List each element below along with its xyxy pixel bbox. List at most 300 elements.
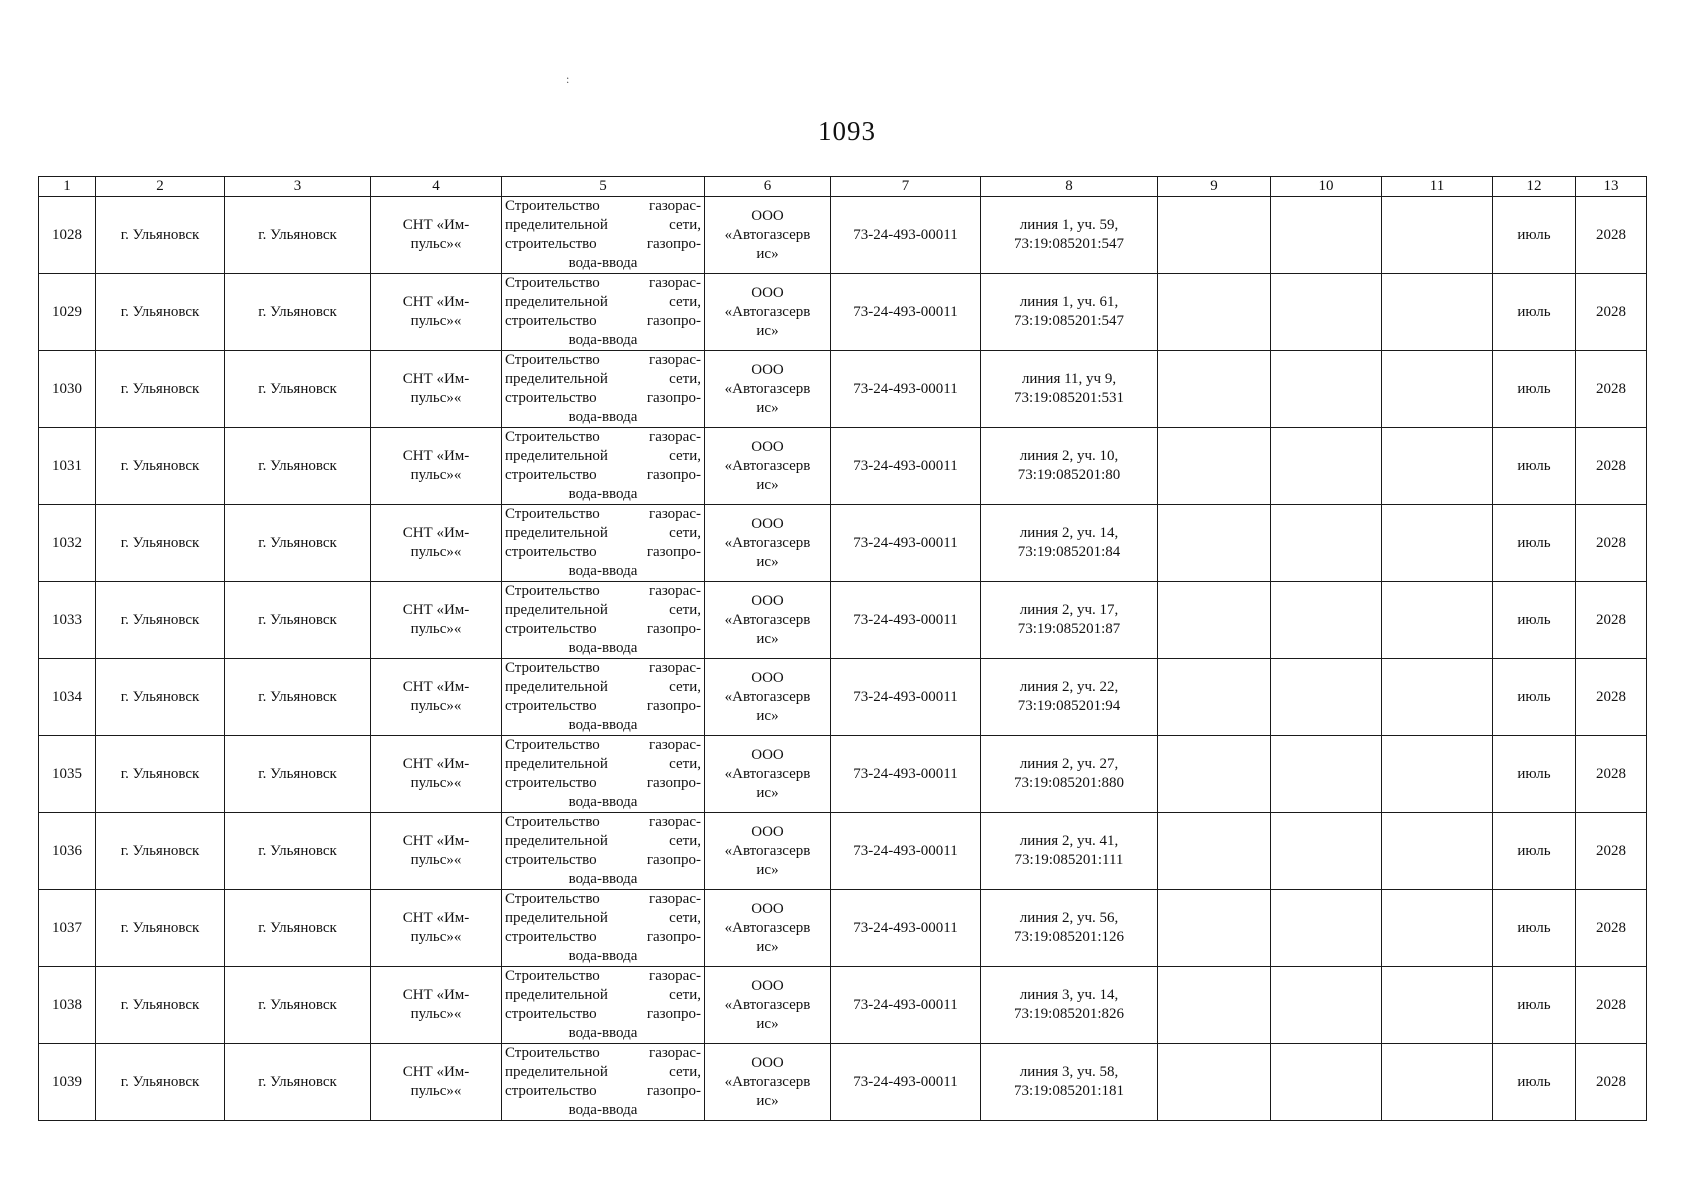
- year-cell: 2028: [1576, 890, 1647, 967]
- work-description-cell: [502, 197, 705, 274]
- row-number-cell: 1029: [39, 274, 96, 351]
- row-number-cell: 1033: [39, 582, 96, 659]
- snt-line: СНТ «Им-: [402, 602, 470, 618]
- snt-line: СНТ «Им-: [402, 679, 470, 695]
- locality-cell: г. Ульяновск: [96, 967, 225, 1044]
- column-11-cell: [1382, 890, 1493, 967]
- address-cell: [981, 659, 1158, 736]
- city-cell: г. Ульяновск: [225, 428, 371, 505]
- org-line: «Автогазсерв: [724, 611, 811, 628]
- year-cell: 2028: [1576, 813, 1647, 890]
- snt-line: СНТ «Им-: [402, 987, 470, 1003]
- org-line: ис»: [756, 322, 779, 339]
- locality-cell: г. Ульяновск: [96, 813, 225, 890]
- work-description-cell: [502, 736, 705, 813]
- snt-cell: [371, 428, 502, 505]
- organization-cell: [705, 967, 831, 1044]
- snt-cell: [371, 197, 502, 274]
- snt-line: СНТ «Им-: [402, 217, 470, 233]
- column-9-cell: [1158, 1044, 1271, 1121]
- column-header: 13: [1576, 177, 1647, 197]
- locality-cell: г. Ульяновск: [96, 1044, 225, 1121]
- work-line: пределительной сети,: [505, 525, 701, 541]
- work-description-cell: [502, 890, 705, 967]
- work-line: Строительство газорас-: [505, 506, 701, 522]
- org-line: «Автогазсерв: [724, 919, 811, 936]
- work-line: Строительство газорас-: [505, 1045, 701, 1061]
- work-line: строительство газопро-: [505, 313, 701, 329]
- snt-cell: [371, 351, 502, 428]
- row-number-cell: 1038: [39, 967, 96, 1044]
- org-line: «Автогазсерв: [724, 303, 811, 320]
- org-line: ООО: [751, 207, 784, 224]
- org-line: «Автогазсерв: [724, 1073, 811, 1090]
- column-header: 11: [1382, 177, 1493, 197]
- code-cell: 73-24-493-00011: [831, 890, 981, 967]
- column-9-cell: [1158, 967, 1271, 1044]
- org-line: ООО: [751, 977, 784, 994]
- work-line: строительство газопро-: [505, 467, 701, 483]
- locality-cell: г. Ульяновск: [96, 659, 225, 736]
- column-header: 2: [96, 177, 225, 197]
- org-line: ис»: [756, 938, 779, 955]
- work-line: Строительство газорас-: [505, 352, 701, 368]
- snt-line: пульс»«: [410, 544, 462, 560]
- work-line: вода-ввода: [568, 563, 638, 579]
- year-cell: 2028: [1576, 197, 1647, 274]
- city-cell: г. Ульяновск: [225, 659, 371, 736]
- column-9-cell: [1158, 582, 1271, 659]
- org-line: ООО: [751, 361, 784, 378]
- work-line: вода-ввода: [568, 717, 638, 733]
- organization-cell: [705, 197, 831, 274]
- table-row: [39, 1044, 1647, 1121]
- locality-cell: г. Ульяновск: [96, 582, 225, 659]
- month-cell: июль: [1493, 1044, 1576, 1121]
- snt-line: СНТ «Им-: [402, 756, 470, 772]
- address-line: линия 2, уч. 56,: [1019, 910, 1119, 926]
- address-line: линия 2, уч. 10,: [1019, 448, 1119, 464]
- table-row: [39, 582, 1647, 659]
- column-9-cell: [1158, 428, 1271, 505]
- column-10-cell: [1271, 813, 1382, 890]
- cadastral-number: 73:19:085201:531: [1013, 390, 1124, 406]
- cadastral-number: 73:19:085201:87: [1017, 621, 1121, 637]
- address-line: линия 1, уч. 59,: [1019, 217, 1119, 233]
- city-cell: г. Ульяновск: [225, 351, 371, 428]
- column-11-cell: [1382, 1044, 1493, 1121]
- city-cell: г. Ульяновск: [225, 890, 371, 967]
- org-line: «Автогазсерв: [724, 457, 811, 474]
- column-11-cell: [1382, 351, 1493, 428]
- work-line: Строительство газорас-: [505, 275, 701, 291]
- org-line: «Автогазсерв: [724, 765, 811, 782]
- work-line: вода-ввода: [568, 871, 638, 887]
- snt-cell: [371, 967, 502, 1044]
- code-cell: 73-24-493-00011: [831, 659, 981, 736]
- column-number-row: [39, 177, 1647, 197]
- column-10-cell: [1271, 1044, 1382, 1121]
- year-cell: 2028: [1576, 659, 1647, 736]
- city-cell: г. Ульяновск: [225, 274, 371, 351]
- snt-line: пульс»«: [410, 467, 462, 483]
- snt-line: пульс»«: [410, 621, 462, 637]
- snt-line: пульс»«: [410, 775, 462, 791]
- address-line: линия 2, уч. 27,: [1019, 756, 1119, 772]
- year-cell: 2028: [1576, 967, 1647, 1044]
- snt-line: пульс»«: [410, 698, 462, 714]
- org-line: «Автогазсерв: [724, 380, 811, 397]
- address-line: линия 3, уч. 58,: [1019, 1064, 1119, 1080]
- row-number-cell: 1030: [39, 351, 96, 428]
- org-line: ис»: [756, 1015, 779, 1032]
- work-line: Строительство газорас-: [505, 737, 701, 753]
- column-header: 7: [831, 177, 981, 197]
- organization-cell: [705, 736, 831, 813]
- org-line: ис»: [756, 707, 779, 724]
- snt-cell: [371, 505, 502, 582]
- locality-cell: г. Ульяновск: [96, 505, 225, 582]
- row-number-cell: 1031: [39, 428, 96, 505]
- column-10-cell: [1271, 582, 1382, 659]
- work-line: вода-ввода: [568, 1025, 638, 1041]
- address-cell: [981, 197, 1158, 274]
- column-9-cell: [1158, 351, 1271, 428]
- table-row: [39, 197, 1647, 274]
- organization-cell: [705, 505, 831, 582]
- code-cell: 73-24-493-00011: [831, 967, 981, 1044]
- org-line: ООО: [751, 592, 784, 609]
- column-11-cell: [1382, 428, 1493, 505]
- column-9-cell: [1158, 813, 1271, 890]
- org-line: ООО: [751, 438, 784, 455]
- work-description-cell: [502, 274, 705, 351]
- address-line: линия 2, уч. 22,: [1019, 679, 1119, 695]
- code-cell: 73-24-493-00011: [831, 582, 981, 659]
- address-line: линия 1, уч. 61,: [1019, 294, 1119, 310]
- table-row: [39, 967, 1647, 1044]
- organization-cell: [705, 274, 831, 351]
- work-line: вода-ввода: [568, 794, 638, 810]
- work-line: вода-ввода: [568, 640, 638, 656]
- work-line: вода-ввода: [568, 1102, 638, 1118]
- organization-cell: [705, 582, 831, 659]
- year-cell: 2028: [1576, 274, 1647, 351]
- work-description-cell: [502, 967, 705, 1044]
- code-cell: 73-24-493-00011: [831, 274, 981, 351]
- snt-cell: [371, 736, 502, 813]
- work-line: строительство газопро-: [505, 390, 701, 406]
- work-line: строительство газопро-: [505, 775, 701, 791]
- org-line: «Автогазсерв: [724, 534, 811, 551]
- snt-line: пульс»«: [410, 236, 462, 252]
- year-cell: 2028: [1576, 582, 1647, 659]
- year-cell: 2028: [1576, 428, 1647, 505]
- org-line: ООО: [751, 746, 784, 763]
- org-line: ис»: [756, 245, 779, 262]
- month-cell: июль: [1493, 659, 1576, 736]
- year-cell: 2028: [1576, 351, 1647, 428]
- org-line: ис»: [756, 399, 779, 416]
- work-line: строительство газопро-: [505, 698, 701, 714]
- address-line: линия 11, уч 9,: [1021, 371, 1117, 387]
- city-cell: г. Ульяновск: [225, 582, 371, 659]
- column-header: 6: [705, 177, 831, 197]
- column-10-cell: [1271, 274, 1382, 351]
- snt-line: пульс»«: [410, 1006, 462, 1022]
- snt-line: СНТ «Им-: [402, 371, 470, 387]
- snt-cell: [371, 1044, 502, 1121]
- code-cell: 73-24-493-00011: [831, 428, 981, 505]
- snt-line: СНТ «Им-: [402, 910, 470, 926]
- code-cell: 73-24-493-00011: [831, 813, 981, 890]
- code-cell: 73-24-493-00011: [831, 505, 981, 582]
- org-line: ис»: [756, 476, 779, 493]
- organization-cell: [705, 1044, 831, 1121]
- column-9-cell: [1158, 890, 1271, 967]
- row-number-cell: 1039: [39, 1044, 96, 1121]
- snt-line: пульс»«: [410, 1083, 462, 1099]
- snt-line: СНТ «Им-: [402, 525, 470, 541]
- locality-cell: г. Ульяновск: [96, 736, 225, 813]
- snt-cell: [371, 582, 502, 659]
- organization-cell: [705, 813, 831, 890]
- work-line: пределительной сети,: [505, 910, 701, 926]
- work-line: вода-ввода: [568, 332, 638, 348]
- work-line: пределительной сети,: [505, 602, 701, 618]
- snt-line: СНТ «Им-: [402, 833, 470, 849]
- address-cell: [981, 582, 1158, 659]
- month-cell: июль: [1493, 736, 1576, 813]
- work-description-cell: [502, 582, 705, 659]
- address-cell: [981, 351, 1158, 428]
- table-row: [39, 428, 1647, 505]
- work-description-cell: [502, 428, 705, 505]
- organization-cell: [705, 659, 831, 736]
- page-number: 1093: [818, 116, 876, 146]
- org-line: ООО: [751, 284, 784, 301]
- cadastral-number: 73:19:085201:80: [1017, 467, 1121, 483]
- month-cell: июль: [1493, 890, 1576, 967]
- work-line: пределительной сети,: [505, 987, 701, 1003]
- address-cell: [981, 736, 1158, 813]
- work-line: Строительство газорас-: [505, 429, 701, 445]
- month-cell: июль: [1493, 813, 1576, 890]
- month-cell: июль: [1493, 197, 1576, 274]
- address-cell: [981, 813, 1158, 890]
- scan-artifact-mark: :: [566, 72, 570, 86]
- locality-cell: г. Ульяновск: [96, 890, 225, 967]
- snt-line: пульс»«: [410, 313, 462, 329]
- city-cell: г. Ульяновск: [225, 197, 371, 274]
- work-line: вода-ввода: [568, 255, 638, 271]
- column-header: 3: [225, 177, 371, 197]
- snt-line: пульс»«: [410, 390, 462, 406]
- cadastral-number: 73:19:085201:826: [1013, 1006, 1124, 1022]
- column-10-cell: [1271, 197, 1382, 274]
- column-header: 1: [39, 177, 96, 197]
- column-10-cell: [1271, 351, 1382, 428]
- table-row: [39, 736, 1647, 813]
- address-cell: [981, 274, 1158, 351]
- org-line: ис»: [756, 630, 779, 647]
- work-line: пределительной сети,: [505, 756, 701, 772]
- column-10-cell: [1271, 967, 1382, 1044]
- org-line: «Автогазсерв: [724, 996, 811, 1013]
- city-cell: г. Ульяновск: [225, 967, 371, 1044]
- org-line: ООО: [751, 900, 784, 917]
- work-line: вода-ввода: [568, 486, 638, 502]
- column-11-cell: [1382, 659, 1493, 736]
- work-line: пределительной сети,: [505, 371, 701, 387]
- work-description-cell: [502, 813, 705, 890]
- row-number-cell: 1034: [39, 659, 96, 736]
- row-number-cell: 1032: [39, 505, 96, 582]
- organization-cell: [705, 351, 831, 428]
- cadastral-number: 73:19:085201:126: [1013, 929, 1124, 945]
- cadastral-number: 73:19:085201:111: [1014, 852, 1124, 868]
- address-line: линия 2, уч. 17,: [1019, 602, 1119, 618]
- snt-cell: [371, 659, 502, 736]
- address-line: линия 3, уч. 14,: [1019, 987, 1119, 1003]
- year-cell: 2028: [1576, 736, 1647, 813]
- work-line: строительство газопро-: [505, 852, 701, 868]
- cadastral-number: 73:19:085201:94: [1017, 698, 1121, 714]
- org-line: «Автогазсерв: [724, 842, 811, 859]
- work-line: пределительной сети,: [505, 1064, 701, 1080]
- address-line: линия 2, уч. 41,: [1019, 833, 1119, 849]
- locality-cell: г. Ульяновск: [96, 197, 225, 274]
- work-line: пределительной сети,: [505, 679, 701, 695]
- month-cell: июль: [1493, 582, 1576, 659]
- work-line: Строительство газорас-: [505, 814, 701, 830]
- column-11-cell: [1382, 967, 1493, 1044]
- locality-cell: г. Ульяновск: [96, 428, 225, 505]
- column-9-cell: [1158, 274, 1271, 351]
- organization-cell: [705, 890, 831, 967]
- snt-line: СНТ «Им-: [402, 1064, 470, 1080]
- org-line: ООО: [751, 669, 784, 686]
- column-header: 9: [1158, 177, 1271, 197]
- work-description-cell: [502, 351, 705, 428]
- column-11-cell: [1382, 505, 1493, 582]
- org-line: ис»: [756, 553, 779, 570]
- work-line: Строительство газорас-: [505, 968, 701, 984]
- locality-cell: г. Ульяновск: [96, 351, 225, 428]
- work-line: пределительной сети,: [505, 833, 701, 849]
- column-11-cell: [1382, 736, 1493, 813]
- table-body: [39, 197, 1647, 1121]
- column-header: 5: [502, 177, 705, 197]
- address-cell: [981, 428, 1158, 505]
- address-cell: [981, 505, 1158, 582]
- work-line: пределительной сети,: [505, 448, 701, 464]
- address-line: линия 2, уч. 14,: [1019, 525, 1119, 541]
- work-line: вода-ввода: [568, 948, 638, 964]
- work-description-cell: [502, 505, 705, 582]
- code-cell: 73-24-493-00011: [831, 736, 981, 813]
- year-cell: 2028: [1576, 1044, 1647, 1121]
- column-10-cell: [1271, 505, 1382, 582]
- city-cell: г. Ульяновск: [225, 1044, 371, 1121]
- work-line: пределительной сети,: [505, 217, 701, 233]
- org-line: ООО: [751, 823, 784, 840]
- org-line: ООО: [751, 515, 784, 532]
- snt-cell: [371, 274, 502, 351]
- column-header: 12: [1493, 177, 1576, 197]
- snt-cell: [371, 813, 502, 890]
- org-line: ис»: [756, 784, 779, 801]
- column-11-cell: [1382, 813, 1493, 890]
- work-line: строительство газопро-: [505, 929, 701, 945]
- table-row: [39, 505, 1647, 582]
- month-cell: июль: [1493, 428, 1576, 505]
- cadastral-number: 73:19:085201:880: [1013, 775, 1124, 791]
- work-line: строительство газопро-: [505, 236, 701, 252]
- column-header: 10: [1271, 177, 1382, 197]
- row-number-cell: 1036: [39, 813, 96, 890]
- work-line: строительство газопро-: [505, 621, 701, 637]
- work-description-cell: [502, 1044, 705, 1121]
- org-line: «Автогазсерв: [724, 226, 811, 243]
- address-cell: [981, 967, 1158, 1044]
- org-line: ис»: [756, 861, 779, 878]
- gasification-schedule-table: [38, 176, 1647, 1121]
- work-line: Строительство газорас-: [505, 198, 701, 214]
- snt-line: пульс»«: [410, 929, 462, 945]
- cadastral-number: 73:19:085201:84: [1017, 544, 1121, 560]
- column-9-cell: [1158, 505, 1271, 582]
- code-cell: 73-24-493-00011: [831, 1044, 981, 1121]
- table-row: [39, 274, 1647, 351]
- work-description-cell: [502, 659, 705, 736]
- table-row: [39, 659, 1647, 736]
- column-header: 8: [981, 177, 1158, 197]
- address-cell: [981, 1044, 1158, 1121]
- table-row: [39, 351, 1647, 428]
- city-cell: г. Ульяновск: [225, 505, 371, 582]
- code-cell: 73-24-493-00011: [831, 351, 981, 428]
- address-cell: [981, 890, 1158, 967]
- column-10-cell: [1271, 736, 1382, 813]
- column-10-cell: [1271, 428, 1382, 505]
- work-line: Строительство газорас-: [505, 583, 701, 599]
- city-cell: г. Ульяновск: [225, 736, 371, 813]
- snt-line: пульс»«: [410, 852, 462, 868]
- row-number-cell: 1035: [39, 736, 96, 813]
- column-9-cell: [1158, 736, 1271, 813]
- organization-cell: [705, 428, 831, 505]
- month-cell: июль: [1493, 967, 1576, 1044]
- snt-line: СНТ «Им-: [402, 448, 470, 464]
- org-line: «Автогазсерв: [724, 688, 811, 705]
- month-cell: июль: [1493, 351, 1576, 428]
- work-line: вода-ввода: [568, 409, 638, 425]
- month-cell: июль: [1493, 274, 1576, 351]
- column-10-cell: [1271, 890, 1382, 967]
- column-10-cell: [1271, 659, 1382, 736]
- locality-cell: г. Ульяновск: [96, 274, 225, 351]
- city-cell: г. Ульяновск: [225, 813, 371, 890]
- cadastral-number: 73:19:085201:547: [1013, 236, 1124, 252]
- column-header: 4: [371, 177, 502, 197]
- table-row: [39, 890, 1647, 967]
- work-line: пределительной сети,: [505, 294, 701, 310]
- work-line: Строительство газорас-: [505, 660, 701, 676]
- column-9-cell: [1158, 659, 1271, 736]
- snt-cell: [371, 890, 502, 967]
- work-line: Строительство газорас-: [505, 891, 701, 907]
